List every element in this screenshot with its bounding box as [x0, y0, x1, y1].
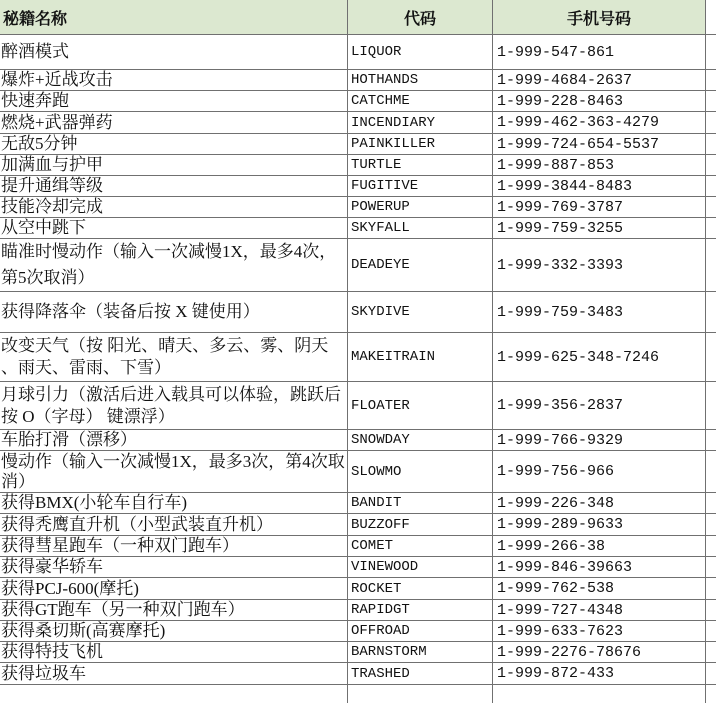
header-cheat-name[interactable]: 秘籍名称 — [0, 0, 348, 34]
cheat-name-cell[interactable] — [0, 292, 348, 332]
cheat-code-cell[interactable]: LIQUOR — [348, 35, 493, 69]
cheat-name-cell[interactable] — [0, 642, 348, 662]
cheat-code-cell[interactable]: POWERUP — [348, 197, 493, 217]
empty-cell[interactable] — [706, 642, 716, 662]
cheat-code-cell[interactable]: OFFROAD — [348, 621, 493, 641]
phone-number-cell[interactable]: 1-999-3844-8483 — [493, 176, 706, 196]
empty-cell[interactable] — [706, 70, 716, 90]
empty-cell[interactable] — [706, 382, 716, 429]
empty-cell[interactable] — [706, 197, 716, 217]
empty-cell[interactable] — [706, 218, 716, 238]
empty-cell[interactable] — [706, 621, 716, 641]
phone-number-cell[interactable]: 1-999-756-966 — [493, 451, 706, 492]
table-row — [0, 292, 716, 333]
cheat-code-cell[interactable]: SKYDIVE — [348, 292, 493, 332]
table-row — [0, 197, 716, 218]
cheat-code-cell[interactable]: TRASHED — [348, 663, 493, 684]
cheat-code-cell[interactable]: RAPIDGT — [348, 600, 493, 620]
cheat-name-cell[interactable] — [0, 134, 348, 154]
table-row — [0, 451, 716, 493]
empty-cell[interactable] — [706, 176, 716, 196]
table-row — [0, 557, 716, 578]
cheat-name-line: 获得特技飞机 — [1, 642, 103, 661]
empty-table-row — [0, 685, 716, 703]
cheat-name-line: 获得豪华轿车 — [1, 557, 103, 576]
cheat-name-line: 改变天气（按 阳光、晴天、多云、雾、阴天 — [1, 336, 329, 355]
phone-number-cell[interactable]: 1-999-2276-78676 — [493, 642, 706, 662]
cheat-name-line: 瞄准时慢动作（输入一次减慢1X，最多4次， — [1, 242, 337, 261]
phone-number-cell[interactable]: 1-999-887-853 — [493, 155, 706, 175]
cheat-name-cell[interactable] — [0, 176, 348, 196]
table-row — [0, 430, 716, 451]
table-row — [0, 239, 716, 292]
phone-number-cell[interactable]: 1-999-356-2837 — [493, 382, 706, 429]
cheat-name-cell[interactable] — [0, 430, 348, 450]
phone-number-cell[interactable]: 1-999-759-3255 — [493, 218, 706, 238]
table-row — [0, 663, 716, 685]
cheat-name-line: 从空中跳下 — [1, 218, 86, 237]
table-row — [0, 600, 716, 621]
cheat-code-cell[interactable]: SKYFALL — [348, 218, 493, 238]
empty-cell[interactable] — [706, 333, 716, 381]
cheat-code-cell[interactable]: FUGITIVE — [348, 176, 493, 196]
cheat-name-cell[interactable] — [0, 600, 348, 620]
empty-cell[interactable] — [706, 155, 716, 175]
cheat-code-cell[interactable]: BUZZOFF — [348, 514, 493, 535]
cheat-name-cell[interactable] — [0, 35, 348, 69]
cheat-code-cell[interactable]: TURTLE — [348, 155, 493, 175]
cheat-name-line: 提升通缉等级 — [1, 176, 103, 195]
phone-number-cell[interactable]: 1-999-625-348-7246 — [493, 333, 706, 381]
table-row — [0, 134, 716, 155]
cheat-name-cell[interactable] — [0, 578, 348, 599]
table-body — [0, 35, 716, 703]
cheat-name-cell[interactable] — [0, 91, 348, 111]
empty-cell[interactable] — [706, 134, 716, 154]
empty-cell[interactable] — [706, 514, 716, 535]
cheat-code-cell[interactable]: ROCKET — [348, 578, 493, 599]
cheat-name-line: 慢动作（输入一次减慢1X，最多3次，第4次取 — [1, 451, 345, 471]
table-row — [0, 91, 716, 112]
cheat-name-line: 无敌5分钟 — [1, 134, 78, 153]
table-row — [0, 621, 716, 642]
cheat-name-line: 车胎打滑（漂移） — [1, 430, 137, 449]
cheat-name-line: 、雨天、雷雨、下雪） — [1, 358, 171, 377]
cheat-name-line: 获得降落伞（装备后按 X 键使用） — [1, 302, 260, 321]
cheat-code-cell[interactable]: COMET — [348, 536, 493, 556]
cheat-name-line: 加满血与护甲 — [1, 155, 103, 174]
cheat-code-cell[interactable]: SLOWMO — [348, 451, 493, 492]
empty-cell[interactable] — [706, 239, 716, 291]
cheat-name-line: 获得桑切斯(高赛摩托) — [1, 621, 166, 640]
cheat-code-cell[interactable]: BANDIT — [348, 493, 493, 513]
cheat-name-cell[interactable] — [0, 112, 348, 133]
empty-cell[interactable] — [493, 685, 706, 703]
cheat-name-cell[interactable] — [0, 493, 348, 513]
cheat-name-cell[interactable] — [0, 536, 348, 556]
table-row — [0, 382, 716, 430]
cheat-name-cell[interactable] — [0, 514, 348, 535]
cheat-name-line: 快速奔跑 — [1, 91, 69, 110]
cheat-name-cell[interactable] — [0, 197, 348, 217]
table-header-row — [0, 0, 716, 35]
cheat-name-line: 月球引力（激活后进入载具可以体验，跳跃后 — [1, 384, 341, 404]
table-row — [0, 155, 716, 176]
cheat-name-cell[interactable] — [0, 663, 348, 684]
cheat-name-cell[interactable] — [0, 239, 348, 291]
table-row — [0, 333, 716, 382]
empty-cell[interactable] — [706, 557, 716, 577]
phone-number-cell[interactable]: 1-999-846-39663 — [493, 557, 706, 577]
phone-number-cell[interactable]: 1-999-633-7623 — [493, 621, 706, 641]
empty-cell[interactable] — [706, 112, 716, 133]
phone-number-cell[interactable]: 1-999-226-348 — [493, 493, 706, 513]
empty-cell[interactable] — [706, 292, 716, 332]
phone-number-cell[interactable]: 1-999-462-363-4279 — [493, 112, 706, 133]
phone-number-cell[interactable]: 1-999-228-8463 — [493, 91, 706, 111]
empty-cell[interactable] — [0, 685, 348, 703]
empty-cell[interactable] — [706, 451, 716, 492]
phone-number-cell[interactable]: 1-999-332-3393 — [493, 239, 706, 291]
phone-number-cell[interactable]: 1-999-724-654-5537 — [493, 134, 706, 154]
empty-cell[interactable] — [706, 493, 716, 513]
cheat-code-cell[interactable]: PAINKILLER — [348, 134, 493, 154]
phone-number-cell[interactable]: 1-999-547-861 — [493, 35, 706, 69]
empty-cell[interactable] — [348, 685, 493, 703]
empty-cell[interactable] — [706, 578, 716, 599]
phone-number-cell[interactable]: 1-999-4684-2637 — [493, 70, 706, 90]
table-row — [0, 642, 716, 663]
phone-number-cell[interactable]: 1-999-872-433 — [493, 663, 706, 684]
header-phone-number[interactable]: 手机号码 — [493, 0, 706, 34]
cheat-name-line: 获得垃圾车 — [1, 663, 86, 683]
phone-number-cell[interactable]: 1-999-727-4348 — [493, 600, 706, 620]
table-row — [0, 578, 716, 600]
cheat-name-line: 技能冷却完成 — [1, 197, 103, 216]
cheat-name-line: 第5次取消） — [1, 268, 95, 287]
cheat-code-cell[interactable]: CATCHME — [348, 91, 493, 111]
cheat-name-line: 获得PCJ-600(摩托) — [1, 578, 139, 598]
cheat-name-cell[interactable] — [0, 451, 348, 492]
phone-number-cell[interactable]: 1-999-762-538 — [493, 578, 706, 599]
cheat-name-line: 按 O（字母） 键漂浮） — [1, 406, 175, 426]
cheat-name-cell[interactable] — [0, 218, 348, 238]
cheat-code-cell[interactable]: SNOWDAY — [348, 430, 493, 450]
table-row — [0, 493, 716, 514]
cheat-code-cell[interactable]: HOTHANDS — [348, 70, 493, 90]
cheat-name-cell[interactable] — [0, 621, 348, 641]
phone-number-cell[interactable]: 1-999-769-3787 — [493, 197, 706, 217]
table-row — [0, 112, 716, 134]
empty-cell[interactable] — [706, 91, 716, 111]
empty-cell[interactable] — [706, 600, 716, 620]
empty-cell[interactable] — [706, 430, 716, 450]
cheat-name-cell[interactable] — [0, 557, 348, 577]
table-row — [0, 35, 716, 70]
cheat-name-line: 消） — [1, 471, 35, 491]
cheat-code-cell[interactable]: BARNSTORM — [348, 642, 493, 662]
cheat-name-cell[interactable] — [0, 333, 348, 381]
cheat-name-line: 醉酒模式 — [1, 42, 69, 61]
cheat-name-cell[interactable] — [0, 382, 348, 429]
table-row — [0, 70, 716, 91]
cheat-code-cell[interactable]: MAKEITRAIN — [348, 333, 493, 381]
phone-number-cell[interactable]: 1-999-289-9633 — [493, 514, 706, 535]
phone-number-cell[interactable]: 1-999-766-9329 — [493, 430, 706, 450]
cheat-code-cell[interactable]: INCENDIARY — [348, 112, 493, 133]
empty-cell[interactable] — [706, 663, 716, 684]
cheat-name-line: 获得GT跑车（另一种双门跑车） — [1, 600, 245, 619]
cheat-name-line: 燃烧+武器弹药 — [1, 112, 113, 132]
table-row — [0, 536, 716, 557]
cheat-name-cell[interactable] — [0, 70, 348, 90]
phone-number-cell[interactable]: 1-999-759-3483 — [493, 292, 706, 332]
cheat-code-cell[interactable]: VINEWOOD — [348, 557, 493, 577]
cheat-name-cell[interactable] — [0, 155, 348, 175]
header-code[interactable]: 代码 — [348, 0, 493, 34]
empty-cell[interactable] — [706, 536, 716, 556]
cheat-name-line: 获得BMX(小轮车自行车) — [1, 493, 188, 512]
empty-cell[interactable] — [706, 35, 716, 69]
table-row — [0, 218, 716, 239]
table-row — [0, 176, 716, 197]
cheat-name-line: 爆炸+近战攻击 — [1, 70, 113, 89]
cheat-code-cell[interactable]: FLOATER — [348, 382, 493, 429]
phone-number-cell[interactable]: 1-999-266-38 — [493, 536, 706, 556]
table-row — [0, 514, 716, 536]
cheat-name-line: 获得秃鹰直升机（小型武装直升机） — [1, 514, 273, 534]
cheat-code-cell[interactable]: DEADEYE — [348, 239, 493, 291]
empty-cell[interactable] — [706, 685, 716, 703]
cheat-name-line: 获得彗星跑车（一种双门跑车） — [1, 536, 239, 555]
empty-cell[interactable] — [706, 0, 716, 34]
